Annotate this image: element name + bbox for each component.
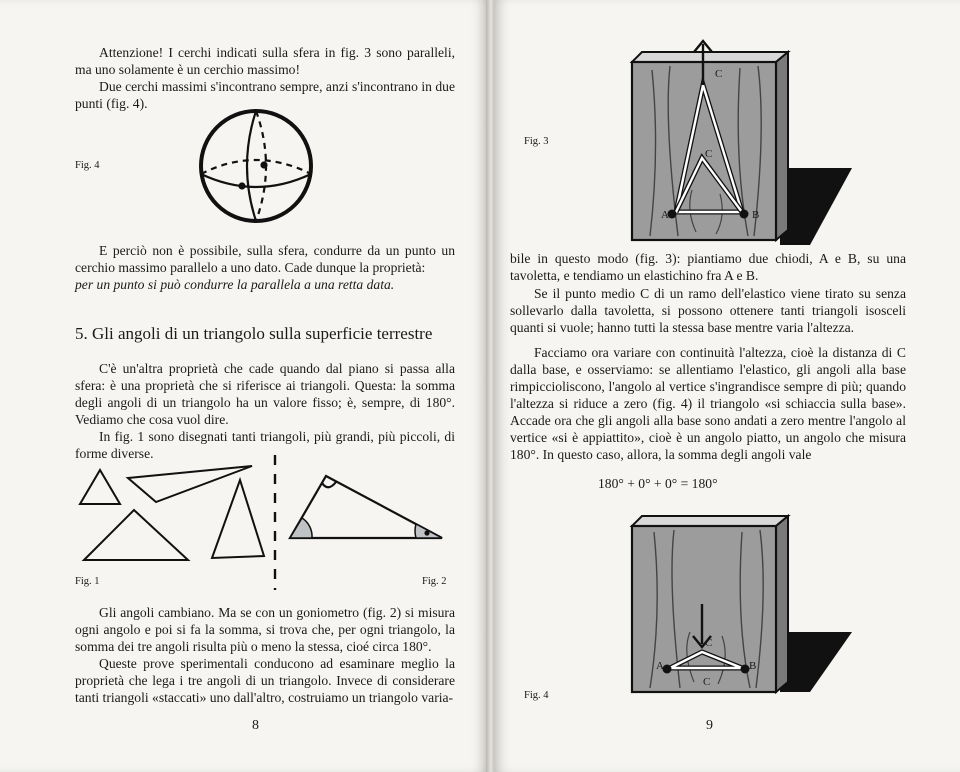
angle-dot-right [424,530,429,535]
angle-sum-formula: 180° + 0° + 0° = 180° [598,476,718,491]
paragraph-parallel-circles: Attenzione! I cerchi indicati sulla sfera in fig. 3 sono paralleli, ma uno solamente è un cerchio massimo! [75,45,455,77]
board-side [776,516,788,692]
intersection-point-back [260,161,267,168]
board-shadow [780,632,852,692]
label-b-fig4: B [749,660,757,672]
triangle-small [80,470,120,504]
label-c-middle: C [705,148,713,160]
paragraph-fig1-intro: In fig. 1 sono disegnati tanti triangoli, più grandi, più piccoli, di forme diverse. [75,429,455,461]
section-heading: 5. Gli angoli di un triangolo sulla superficie terrestre [75,324,433,343]
label-a-fig3: A [661,209,669,221]
equator-front [201,174,311,187]
angle-arc-left [290,518,312,538]
paragraph-height-variation: Facciamo ora variare con continuità l'altezza, cioè la distanza di C dalla base, e osserviamo: se allentiamo l'elastico, gli angoli alla base rimpiccioliscono, l'angolo al vertice s'ingrandisce sempre di più; quando l'altezza si riduce a zero (fig. 4) il triangolo «si schiaccia sulla base». Accade ora che gli angoli alla base sono andati a zero mentre l'angolo al vertice «si è appiattito», cioè è un angolo piatto, un angolo che misura 180°. In questo caso, allora, la somma degli angoli vale [510,345,906,462]
triangle-tall [212,480,264,558]
paragraph-great-circles: Due cerchi massimi s'incontrano sempre, anzi s'incontrano in due punti (fig. 4). [75,79,455,111]
paragraph-protractor: Gli angoli cambiano. Ma se con un goniometro (fig. 2) si misura ogni angolo e poi si fa la somma, si trova che, per ogni triangolo, la somma dei tre angoli risulta più o meno la stessa, cioé circa 180°. [75,605,455,654]
meridian-front [247,111,256,221]
label-c-upper: C [705,637,713,649]
sphere-figure [198,108,318,228]
fig4-label: Fig. 4 [524,690,549,701]
paragraph-no-parallel: E perciò non è possibile, sulla sfera, condurre da un punto un cerchio massimo parallelo a uno dato. Cade dunque la proprietà: [75,243,455,275]
board-top-edge [632,52,788,62]
right-page [494,0,960,772]
fig1-label: Fig. 1 [75,576,100,587]
paragraph-nails: bile in questo modo (fig. 3): piantiamo due chiodi, A e B, su una tavoletta, e tendiamo un elastichino fra A e B. [510,251,906,283]
paragraph-parallel-property: per un punto si può condurre la parallela a una retta data. [75,277,395,292]
board-shadow [780,168,852,245]
board-top-edge [632,516,788,526]
equator-back [201,160,311,174]
triangle-wide [84,510,188,560]
label-c-lower: C [703,676,711,688]
angle-arc-top [322,482,336,487]
board-side [776,52,788,240]
intersection-point-front [238,182,245,189]
fig1-triangles [78,462,268,572]
paragraph-isosceles: Se il punto medio C di un ramo dell'elastico viene tirato su senza sollevarlo dalla tavoletta, si possono ottenere tanti triangoli isosceli quanti si vuole; hanno tutti la stessa base mentre varia l'altezza. [510,286,906,335]
label-b-fig3: B [752,209,760,221]
dashed-divider [272,455,278,590]
page-number-right: 9 [706,718,713,733]
page-number-left: 8 [252,718,259,733]
label-a-fig4: A [656,660,664,672]
fig-sphere-label: Fig. 4 [75,160,100,171]
paragraph-angle-sum: C'è un'altra proprietà che cade quando dal piano si passa alla sfera: è una proprietà che si riferisce ai triangoli. Questa: la somma degli angoli di un triangolo ha un valore fisso; è, sempre, di 180°. Vediamo che cosa vuol dire. [75,361,455,427]
paragraph-experiments: Queste prove sperimentali conducono ad esaminare meglio la proprietà che lega i tre angoli di un triangolo. Invece di considerare tanti triangoli «staccati» uno dall'altro, costruiamo un triangolo varia- [75,656,455,705]
label-c-top: C [715,68,723,80]
nail-b [740,210,749,219]
fig3-label: Fig. 3 [524,136,549,147]
sphere-outline [201,111,311,221]
fig2-label: Fig. 2 [422,576,447,587]
fig2-triangle-angles [286,470,446,545]
